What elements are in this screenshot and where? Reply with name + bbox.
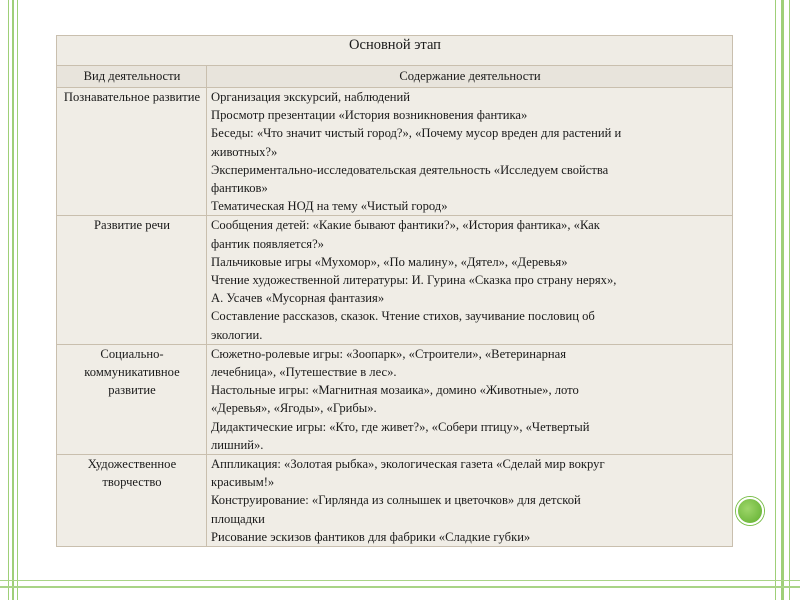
content-line: лечебница», «Путешествие в лес». xyxy=(211,365,397,380)
content-line: Беседы: «Что значит чистый город?», «Почему мусор вреден для растений и xyxy=(211,126,622,141)
content-line: лишний». xyxy=(211,437,264,452)
row-content xyxy=(207,455,733,547)
content-line: А. Усачев «Мусорная фантазия» xyxy=(211,291,385,306)
table-row xyxy=(57,216,733,344)
header-kind: Вид деятельности xyxy=(57,66,207,88)
table-row xyxy=(57,344,733,454)
table-title: Основной этап xyxy=(57,36,733,66)
content-line: Организация экскурсий, наблюдений xyxy=(211,90,411,104)
row-kind: Художественное творчество xyxy=(57,455,207,547)
frame-line-left-3 xyxy=(17,0,18,600)
content-line: Рисование эскизов фантиков для фабрики «Сладкие губки» xyxy=(211,529,531,544)
content-line: «Деревья», «Ягоды», «Грибы». xyxy=(211,401,377,416)
row-kind: Развитие речи xyxy=(57,216,207,344)
frame-line-right-2 xyxy=(781,0,784,600)
frame-line-left-2 xyxy=(12,0,14,600)
row-kind: Социально-коммуникативное развитие xyxy=(57,344,207,454)
content-line: животных?» xyxy=(211,144,278,159)
content-line: Настольные игры: «Магнитная мозаика», домино «Животные», лото xyxy=(211,383,579,398)
content-line: Просмотр презентации «История возникновения фантика» xyxy=(211,108,528,123)
decorative-green-dot xyxy=(736,497,764,525)
content-line: Тематическая НОД на тему «Чистый город» xyxy=(211,199,448,214)
content-line: Конструирование: «Гирлянда из солнышек и цветочков» для детской xyxy=(211,493,581,508)
content-line: фантик появляется?» xyxy=(211,236,324,251)
table-row xyxy=(57,88,733,216)
header-content: Содержание деятельности xyxy=(207,66,733,88)
content-line: Составление рассказов, сказок. Чтение стихов, заучивание пословиц об xyxy=(211,309,595,324)
table-row xyxy=(57,455,733,547)
content-line: Экспериментально-исследовательская деятельность «Исследуем свойства xyxy=(211,162,609,177)
activities-table xyxy=(56,35,733,547)
content-line: площадки xyxy=(211,511,265,526)
content-line: экологии. xyxy=(211,327,263,342)
table-header-row xyxy=(57,66,733,88)
frame-line-right-1 xyxy=(775,0,776,600)
frame-line-right-3 xyxy=(789,0,790,600)
row-kind: Познавательное развитие xyxy=(57,88,207,216)
row-content xyxy=(207,344,733,454)
frame-line-left-1 xyxy=(8,0,9,600)
content-line: Чтение художественной литературы: И. Гурина «Сказка про страну нерях», xyxy=(211,273,617,288)
content-line: Сообщения детей: «Какие бывают фантики?», «История фантика», «Как xyxy=(211,218,600,233)
content-line: Дидактические игры: «Кто, где живет?», «Собери птицу», «Четвертый xyxy=(211,419,590,434)
content-line: Пальчиковые игры «Мухомор», «По малину», «Дятел», «Деревья» xyxy=(211,254,568,269)
content-line: Сюжетно-ролевые игры: «Зоопарк», «Строители», «Ветеринарная xyxy=(211,346,567,361)
content-line: Аппликация: «Золотая рыбка», экологическая газета «Сделай мир вокруг xyxy=(211,457,605,472)
frame-line-bottom-2 xyxy=(0,586,800,588)
row-content xyxy=(207,88,733,216)
frame-line-bottom-1 xyxy=(0,580,800,581)
content-line: фантиков» xyxy=(211,181,268,196)
row-content xyxy=(207,216,733,344)
content-line: красивым!» xyxy=(211,475,275,490)
